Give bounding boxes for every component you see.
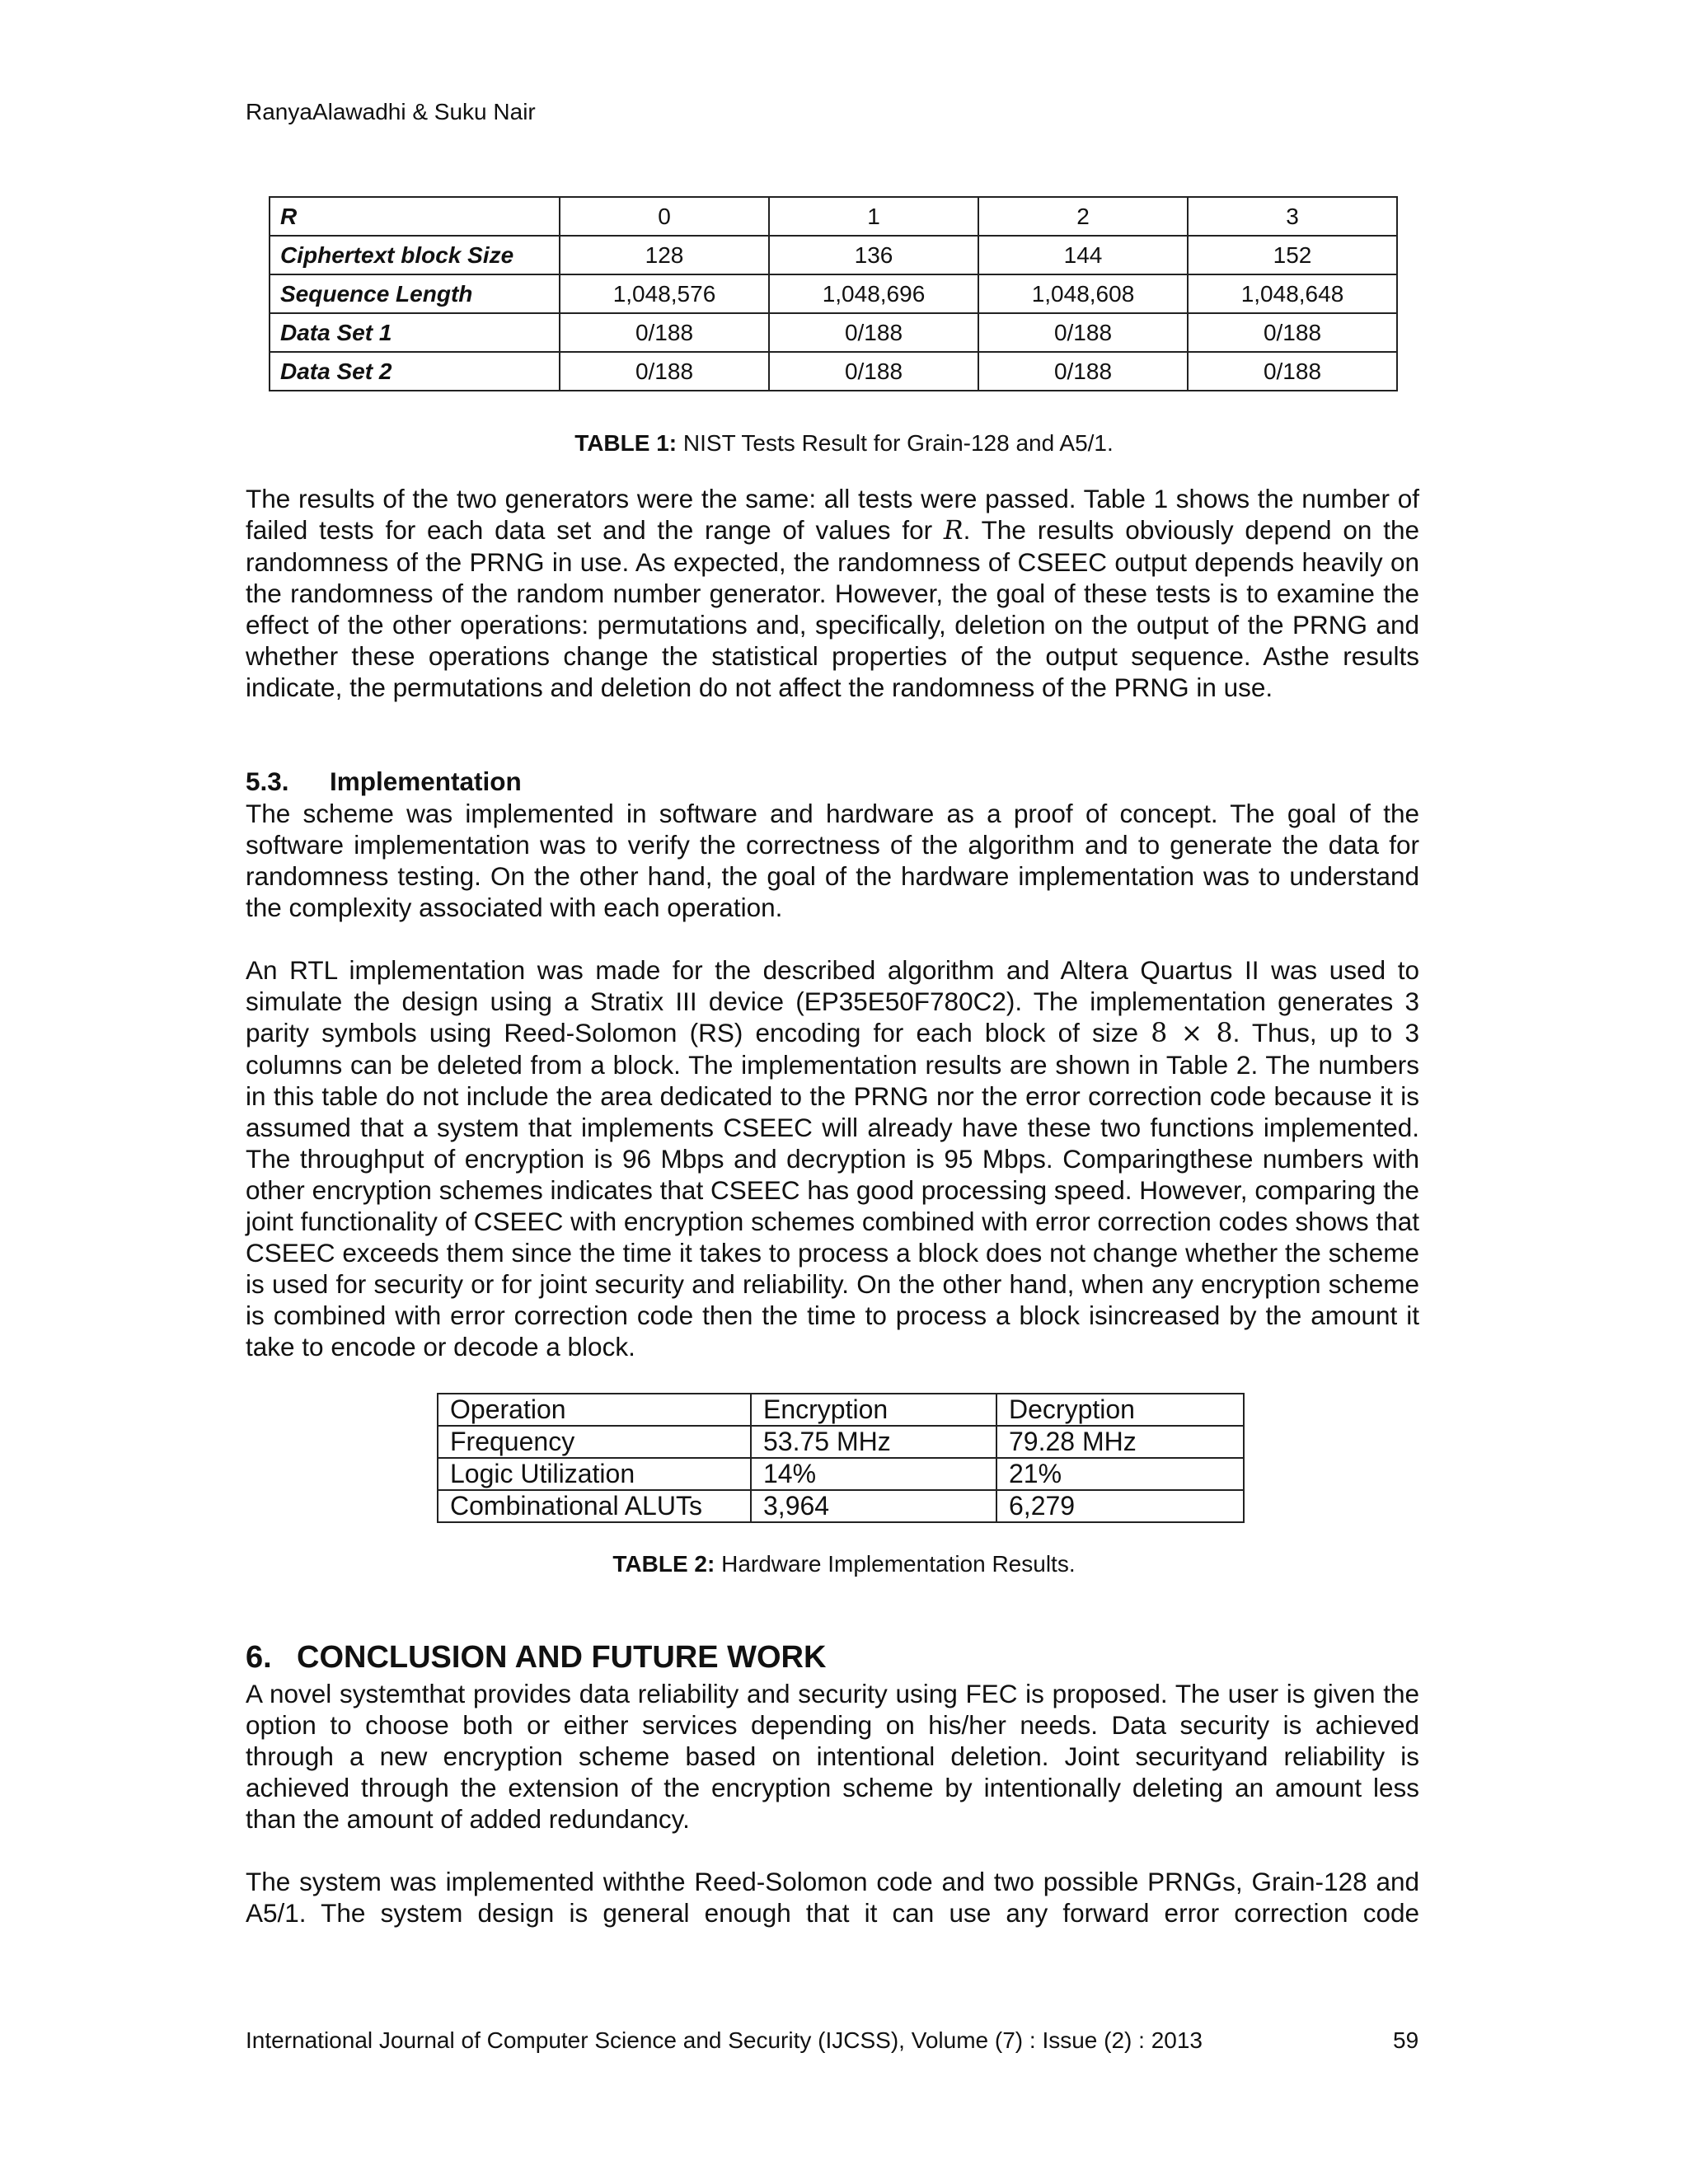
table-cell: 1,048,608 (978, 274, 1188, 313)
table-cell: 1,048,696 (769, 274, 978, 313)
table-cell: 0/188 (1188, 352, 1397, 391)
table-cell: Logic Utilization (438, 1458, 751, 1490)
table-cell: 144 (978, 236, 1188, 274)
table-cell: 79.28 MHz (996, 1426, 1244, 1458)
row-label: R (270, 197, 560, 236)
running-header: RanyaAlawadhi & Suku Nair (246, 99, 536, 124)
table-row (270, 274, 1397, 313)
table-row (438, 1490, 1244, 1522)
row-label: Data Set 2 (270, 352, 560, 391)
table-cell: 128 (560, 236, 769, 274)
math-symbol: R (943, 516, 964, 546)
table-cell: 1,048,576 (560, 274, 769, 313)
table-cell: Combinational ALUTs (438, 1490, 751, 1522)
table1-caption (0, 430, 1688, 457)
table-cell: 152 (1188, 236, 1397, 274)
section-number: 5.3. (246, 766, 289, 796)
para-text: An RTL implementation was made for the described algorithm and Altera Quartus II was used to simulate the design using a Stratix III device (EP35E50F780C2). The implementation generates 3 parity symbols using Reed-Solomon (RS) encoding for each block of size (246, 955, 1419, 1047)
table-hardware-results (437, 1393, 1245, 1523)
table-cell: 21% (996, 1458, 1244, 1490)
para-text: The results of the two generators were the same: all tests were passed. Table 1 shows the number of failed tests for each data set and the range of values for (246, 484, 1419, 545)
table-cell: 0/188 (769, 313, 978, 352)
table-row (270, 236, 1397, 274)
table-cell: 3 (1188, 197, 1397, 236)
caption-text: NIST Tests Result for Grain-128 and A5/1. (677, 430, 1114, 456)
section-number: 6. (246, 1640, 272, 1675)
math-expression: 8 × 8 (1151, 1019, 1233, 1048)
table-row (270, 352, 1397, 391)
table-cell: 3,964 (751, 1490, 996, 1522)
table-nist-results (269, 196, 1398, 391)
table-cell: 6,279 (996, 1490, 1244, 1522)
caption-text: Hardware Implementation Results. (715, 1551, 1076, 1577)
table-cell: Encryption (751, 1394, 996, 1426)
table-cell: 0/188 (560, 352, 769, 391)
paragraph-conclusion (246, 1678, 1419, 1835)
table-row (438, 1458, 1244, 1490)
row-label: Sequence Length (270, 274, 560, 313)
section-heading-5-3 (246, 766, 522, 797)
section-title: CONCLUSION AND FUTURE WORK (297, 1640, 827, 1675)
table-cell: Operation (438, 1394, 751, 1426)
table2-caption (0, 1551, 1688, 1577)
table-cell: 2 (978, 197, 1188, 236)
table-cell: 1,048,648 (1188, 274, 1397, 313)
para-text: The scheme was implemented in software and hardware as a proof of concept. The goal of the software implementation was to verify the correctness of the algorithm and to generate the data for randomness testing. On the other hand, the goal of the hardware implementation was to understand the complexity associated with each operation. (246, 799, 1419, 922)
table-cell: 0/188 (978, 313, 1188, 352)
section-heading-6 (246, 1640, 826, 1675)
section-title: Implementation (330, 766, 522, 796)
table-row (438, 1394, 1244, 1426)
para-text: . The results obviously depend on the randomness of the PRNG in use. As expected, the randomness of CSEEC output depends heavily on the randomness of the random number generator. However, the goal of these tests is to examine the effect of the other operations: permutations and, specifically, deletion on the output of the PRNG and whether these operations change the statistical properties of the output sequence. Asthe results indicate, the permutations and deletion do not affect the randomness of the PRNG in use. (246, 515, 1419, 702)
table-cell: 53.75 MHz (751, 1426, 996, 1458)
table-row (270, 313, 1397, 352)
table-cell: 1 (769, 197, 978, 236)
paragraph-implementation (246, 798, 1419, 923)
page-number: 59 (1393, 2027, 1419, 2053)
row-label: Data Set 1 (270, 313, 560, 352)
table-cell: 0/188 (978, 352, 1188, 391)
caption-label: TABLE 1: (574, 430, 678, 456)
caption-label: TABLE 2: (612, 1551, 715, 1577)
table-cell: 0/188 (769, 352, 978, 391)
table-cell: 14% (751, 1458, 996, 1490)
para-text: . Thus, up to 3 columns can be deleted from a block. The implementation results are shown in Table 2. The numbers in this table do not include the area dedicated to the PRNG nor the error correction code because it is assumed that a system that implements CSEEC will already have these two functions implemented. The throughput of encryption is 96 Mbps and decryption is 95 Mbps. Comparingthese numbers with other encryption schemes indicates that CSEEC has good processing speed. However, comparing the joint functionality of CSEEC with encryption schemes combined with error correction codes shows that CSEEC exceeds them since the time it takes to process a block does not change whether the scheme is used for security or for joint security and reliability. On the other hand, when any encryption scheme is combined with error correction code then the time to process a block isincreased by the amount it take to encode or decode a block. (246, 1018, 1419, 1361)
table-cell: 0 (560, 197, 769, 236)
table-cell: 0/188 (560, 313, 769, 352)
table-row (438, 1426, 1244, 1458)
row-label: Ciphertext block Size (270, 236, 560, 274)
table-cell: 136 (769, 236, 978, 274)
paragraph-rtl (246, 954, 1419, 1362)
table-cell: Frequency (438, 1426, 751, 1458)
para-text: A novel systemthat provides data reliability and security using FEC is proposed. The user is given the option to choose both or either services depending on his/her needs. Data security is achieved through a new encryption scheme based on intentional deletion. Joint securityand reliability is achieved through the extension of the encryption scheme by intentionally deleting an amount less than the amount of added redundancy. (246, 1679, 1419, 1834)
paragraph-results (246, 483, 1419, 703)
footer-journal: International Journal of Computer Science and Security (IJCSS), Volume (7) : Issue (2) : 2013 (246, 2027, 1203, 2053)
table-row (270, 197, 1397, 236)
table-cell: Decryption (996, 1394, 1244, 1426)
para-text: The system was implemented withthe Reed-Solomon code and two possible PRNGs, Grain-128 and A5/1. The system design is general enough that it can use any forward error correction code (246, 1867, 1419, 1928)
paragraph-system (246, 1866, 1419, 1929)
table-cell: 0/188 (1188, 313, 1397, 352)
